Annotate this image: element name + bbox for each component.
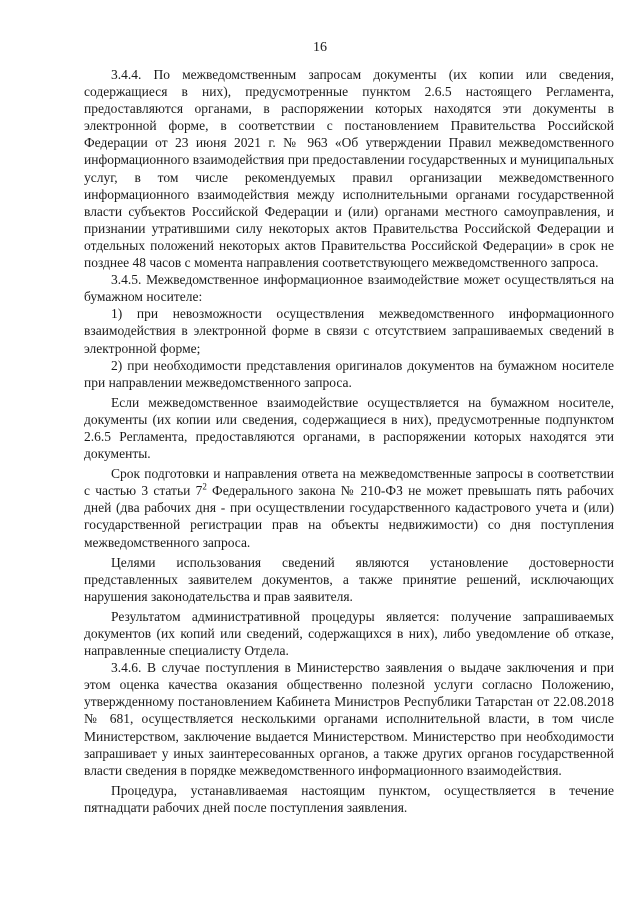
paragraph-3-4-6: 3.4.6. В случае поступления в Министерство заявления о выдаче заключения и при этом оценка качества оказания общественно полезной услуги согласно Положению, утвержденному постановлением Кабинета Министров Республики Татарстан от 22.08.2018 № 681, осуществляется несколькими органами исполнительной власти, в том числе Министерством, заключение выдается Министерством. Министерство при необходимости запрашивает у иных заинтересованных органов, а также других органов государственной власти сведения в порядке межведомственного информационного взаимодействия.: [84, 660, 614, 778]
page-number: 16: [313, 40, 327, 55]
paragraph-result: Результатом административной процедуры является: получение запрашиваемых документов (их копий или сведений, содержащихся в них), либо уведомление об отказе, направленные специалисту Отдела.: [84, 608, 614, 659]
paragraph-paper-carrier: Если межведомственное взаимодействие осуществляется на бумажном носителе, документы (их копии или сведения, содержащиеся в них), предусмотренные подпунктом 2.6.5 Регламента, предоставляются органами, в распоряжении которых находятся эти документы.: [84, 394, 614, 462]
deadline-text-after: Федерального закона № 210-ФЗ не может превышать пять рабочих дней (два рабочих дня - при осуществлении государственного кадастрового учета и (или) государственной регистрации прав на объекты недвижимости) со дня поступления межведомственного запроса.: [84, 483, 614, 550]
deadline-text-before: Срок подготовки и направления ответа на межведомственные запросы в соответствии с частью 3 статьи 7: [84, 466, 614, 499]
paragraph-purpose: Целями использования сведений являются установление достоверности представленных заявителем документов, а также принятие решений, исключающих нарушения законодательства и прав заявителя.: [84, 554, 614, 604]
list-item-1: 1) при невозможности осуществления межведомственного информационного взаимодействия в электронной форме в связи с отсутствием запрашиваемых сведений в электронной форме;: [84, 306, 614, 356]
document-body: [84, 66, 614, 816]
paragraph-procedure-term: Процедура, устанавливаемая настоящим пунктом, осуществляется в течение пятнадцати рабочих дней после поступления заявления.: [84, 782, 614, 815]
article-superscript: 2: [202, 481, 207, 492]
list-item-2: 2) при необходимости представления оригиналов документов на бумажном носителе при направлении межведомственного запроса.: [84, 357, 614, 390]
paragraph-3-4-4: 3.4.4. По межведомственным запросам документы (их копии или сведения, содержащиеся в них), предусмотренные пунктом 2.6.5 настоящего Регламента, предоставляются органами, в распоряжении которых находятся эти документы в электронной форме, в соответствии с постановлением Правительства Российской Федерации от 23 июня 2021 г. № 963 «Об утверждении Правил межведомственного информационного взаимодействия при предоставлении государственных и муниципальных услуг, в том числе рекомендуемых правил организации межведомственного информационного взаимодействия между исполнительными органами государственной власти субъектов Российской Федерации и (или) органами местного самоуправления, и признании утратившими силу некоторых актов Правительства Российской Федерации и отдельных положений некоторых актов Правительства Российской Федерации» в срок не позднее 48 часов с момента направления соответствующего межведомственного запроса.: [84, 67, 614, 271]
paragraph-response-deadline: [84, 465, 614, 550]
paragraph-3-4-5: 3.4.5. Межведомственное информационное взаимодействие может осуществляться на бумажном носителе:: [84, 272, 614, 305]
